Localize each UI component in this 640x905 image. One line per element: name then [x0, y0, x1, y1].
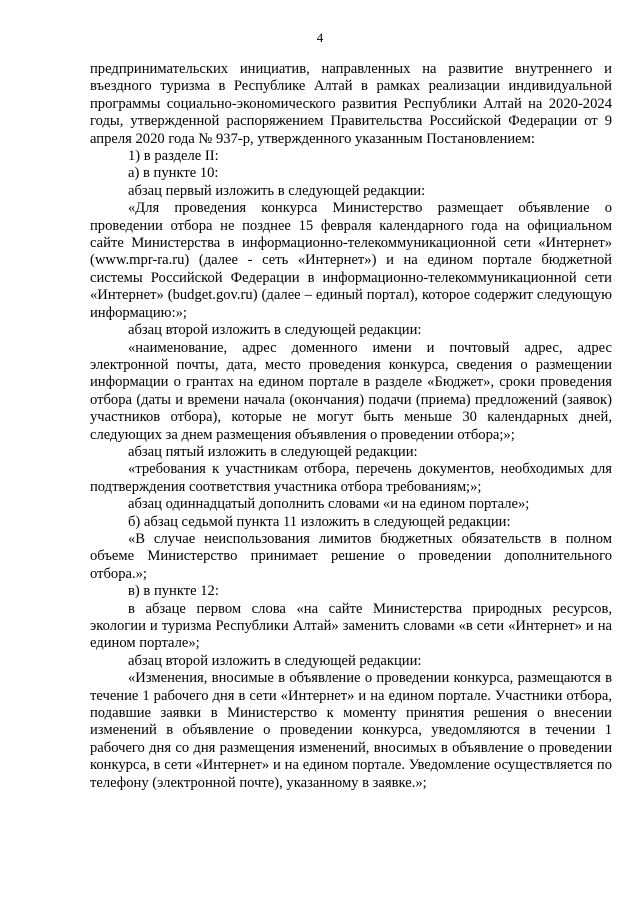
paragraph-section-2: 1) в разделе II: — [128, 148, 219, 165]
paragraph-first-abzac-text: «Для проведения конкурса Министерство размещает объявление о проведении отбора не позднее 15 февраля календарного года на официальном сайте Министерства в информационно-телекоммуникационной сети «Интернет» (www.mpr-ra.ru) (далее - сеть «Интернет») и на едином портале бюджетной системы Российской Федерации в информационно-телекоммуникационной сети «Интернет» (budget.gov.ru) (далее – единый портал), которое содержит следующую информацию:»; — [90, 200, 612, 321]
paragraph-preamble: предпринимательских инициатив, направленных на развитие внутреннего и въездного туризма в Республике Алтай в рамках реализации индивидуальной программы социально-экономического развития Республики Алтай на 2020-2024 годы, утвержденной распоряжением Правительства Российской Федерации от 9 апреля 2020 года № 937-р, утвержденного указанным Постановлением: — [90, 61, 612, 147]
paragraph-fifth-abzac-text: «требования к участникам отбора, перечень документов, необходимых для подтверждения соответствия участника отбора требованиям;»; — [90, 461, 612, 495]
paragraph-point-11-text: «В случае неиспользования лимитов бюджетных обязательств в полном объеме Министерство принимает решение о проведении дополнительного отбора.»; — [90, 530, 612, 582]
paragraph-point-12: в) в пункте 12: — [128, 583, 219, 600]
paragraph-fifth-abzac-heading: абзац пятый изложить в следующей редакции: — [128, 443, 418, 460]
document-body — [90, 61, 612, 792]
page-number: 4 — [316, 30, 324, 45]
paragraph-point-11: б) абзац седьмой пункта 11 изложить в следующей редакции: — [128, 513, 511, 530]
paragraph-point-12-second-abzac-heading: абзац второй изложить в следующей редакции: — [128, 652, 422, 669]
paragraph-second-abzac-text: «наименование, адрес доменного имени и почтовый адрес, адрес электронной почты, дата, место проведения конкурса, сведения о размещении информации о грантах на едином портале в разделе «Бюджет», сроки проведения отбора (даты и времени начала (окончания) подачи (приема) предложений (заявок) участников отбора), которые не могут быть меньше 30 календарных дней, следующих за днем размещения объявления о проведении отбора;»; — [90, 339, 612, 443]
paragraph-point-12-first-abzac: в абзаце первом слова «на сайте Министерства природных ресурсов, экологии и туризма Республики Алтай» заменить словами «в сети «Интернет» и на едином портале»; — [90, 600, 612, 652]
paragraph-eleventh-abzac: абзац одиннадцатый дополнить словами «и на едином портале»; — [128, 496, 530, 513]
paragraph-second-abzac-heading: абзац второй изложить в следующей редакции: — [128, 322, 422, 339]
paragraph-first-abzac-heading: абзац первый изложить в следующей редакции: — [128, 182, 426, 199]
paragraph-point-10: а) в пункте 10: — [128, 165, 219, 182]
paragraph-point-12-second-abzac-text: «Изменения, вносимые в объявление о проведении конкурса, размещаются в течение 1 рабочего дня в сети «Интернет» и на едином портале. Участники отбора, подавшие заявки в Министерство к моменту принятия решения о внесении изменений в объявление о проведении конкурса, уведомляются в течении 1 рабочего дня со дня размещения изменений, вносимых в объявление о проведении конкурса, в сети «Интернет» и на едином портале. Уведомление осуществляется по телефону (электронной почте), указанному в заявке.»; — [90, 670, 612, 791]
